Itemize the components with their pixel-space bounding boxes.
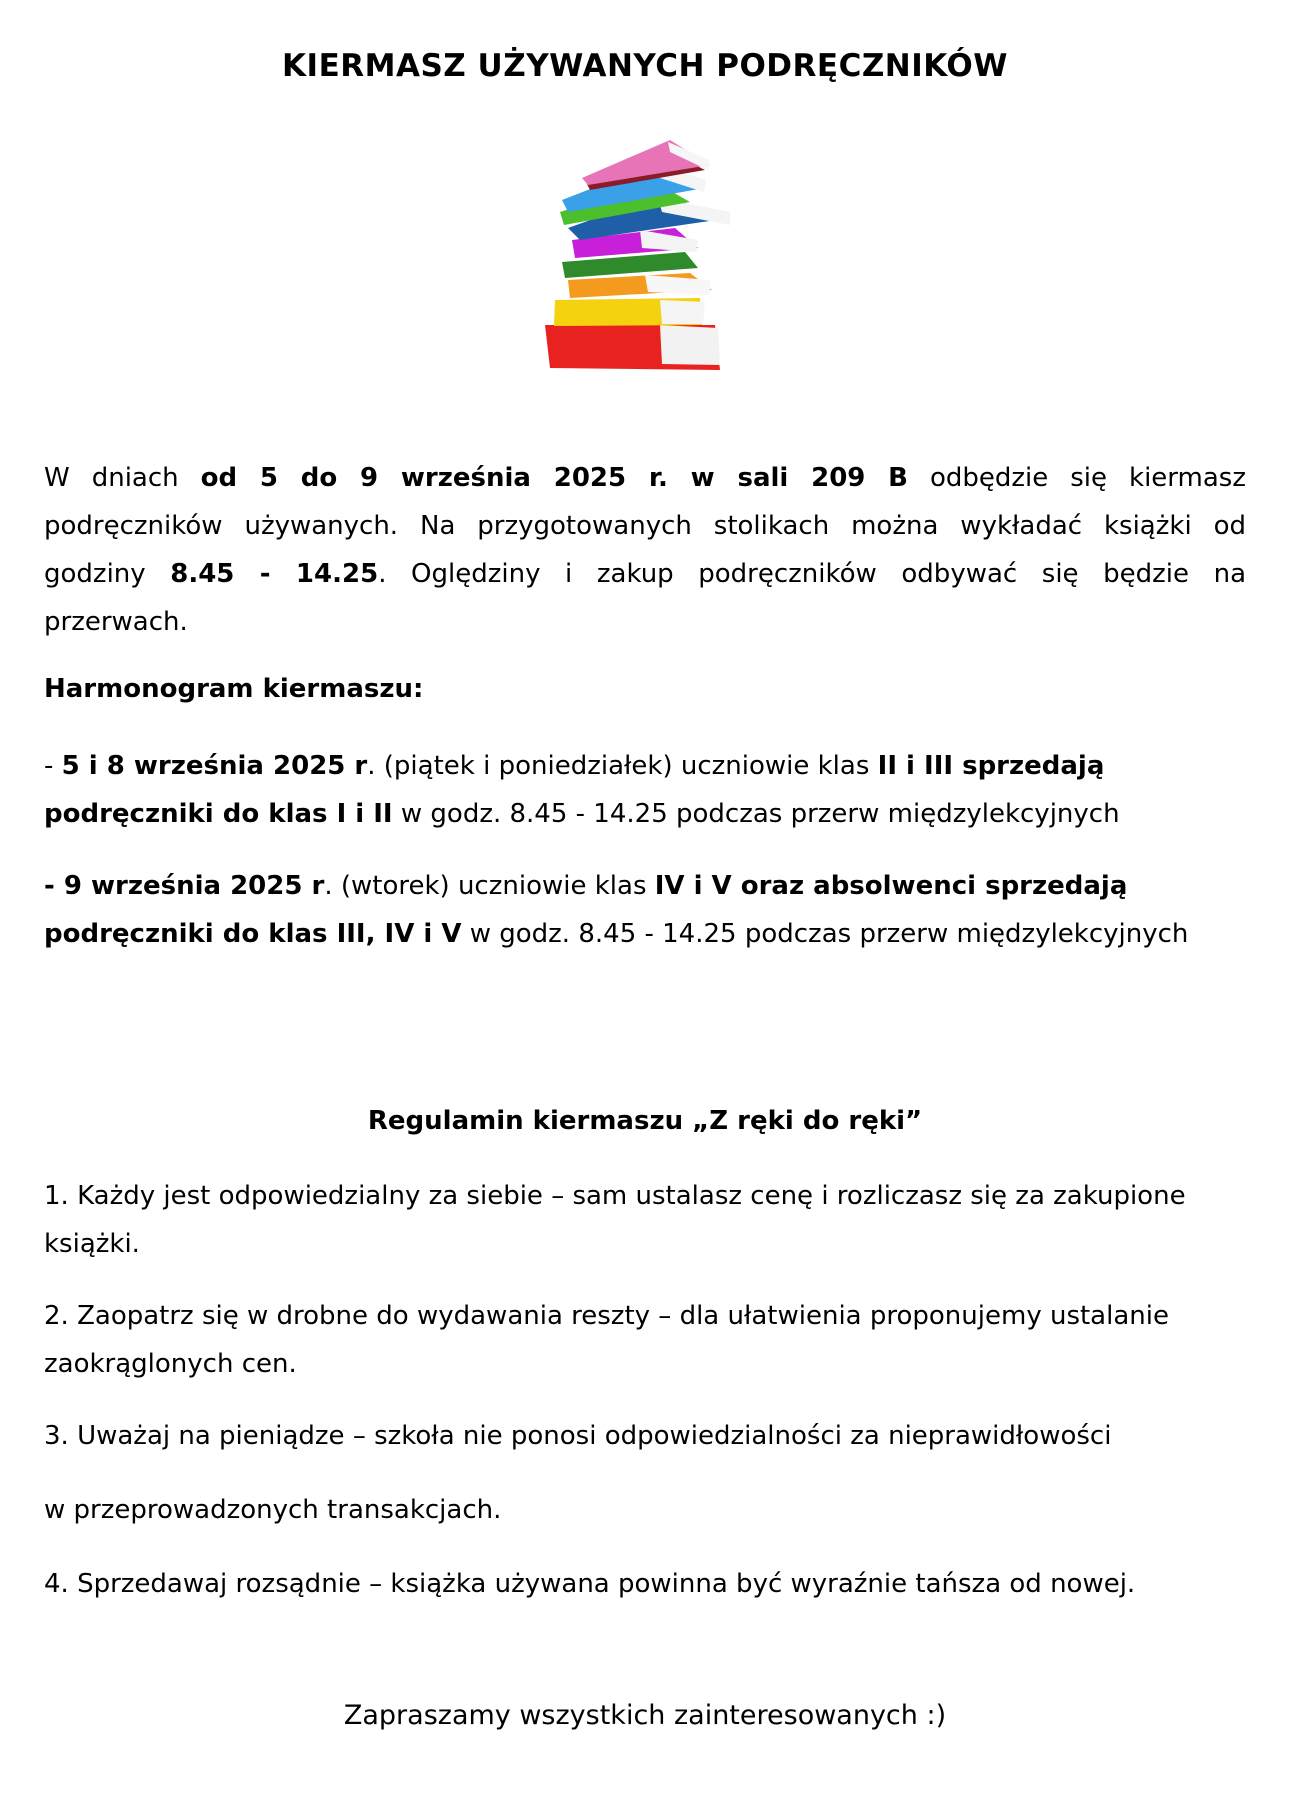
rule-item: 1. Każdy jest odpowiedzialny za siebie – sam ustalasz cenę i rozliczasz się za zakupione książki.: [44, 1181, 1186, 1259]
closing-text: Zapraszamy wszystkich zainteresowanych :): [343, 1700, 947, 1731]
books-stack-icon: [540, 140, 750, 380]
page-title: KIERMASZ UŻYWANYCH PODRĘCZNIKÓW: [282, 48, 1008, 84]
rule-item: 2. Zaopatrz się w drobne do wydawania reszty – dla ułatwienia proponujemy ustalanie zaokrąglonych cen.: [44, 1301, 1169, 1379]
schedule-item: - 5 i 8 września 2025 r. (piątek i poniedziałek) uczniowie klas II i III sprzedają podręczniki do klas I i II w godz. 8.45 - 14.25 podczas przerw międzylekcyjnych: [44, 751, 1120, 829]
intro-paragraph: W dniach od 5 do 9 września 2025 r. w sali 209 B odbędzie się kiermasz podręczników używanych. Na przygotowanych stolikach można wykładać książki od godziny 8.45 - 14.25. Oględziny i zakup podręczników odbywać się będzie na przerwach.: [44, 463, 1246, 637]
rules-heading: Regulamin kiermaszu „Z ręki do ręki”: [367, 1106, 923, 1136]
rule-item: 4. Sprzedawaj rozsądnie – książka używana powinna być wyraźnie tańsza od nowej.: [44, 1569, 1136, 1599]
schedule-heading: Harmonogram kiermaszu:: [44, 674, 424, 704]
schedule-item: - 9 września 2025 r. (wtorek) uczniowie klas IV i V oraz absolwenci sprzedają podręczniki do klas III, IV i V w godz. 8.45 - 14.25 podczas przerw międzylekcyjnych: [44, 871, 1189, 949]
rule-item-continuation: w przeprowadzonych transakcjach.: [44, 1495, 502, 1525]
rule-item: 3. Uważaj na pieniądze – szkoła nie ponosi odpowiedzialności za nieprawidłowości: [44, 1421, 1112, 1451]
